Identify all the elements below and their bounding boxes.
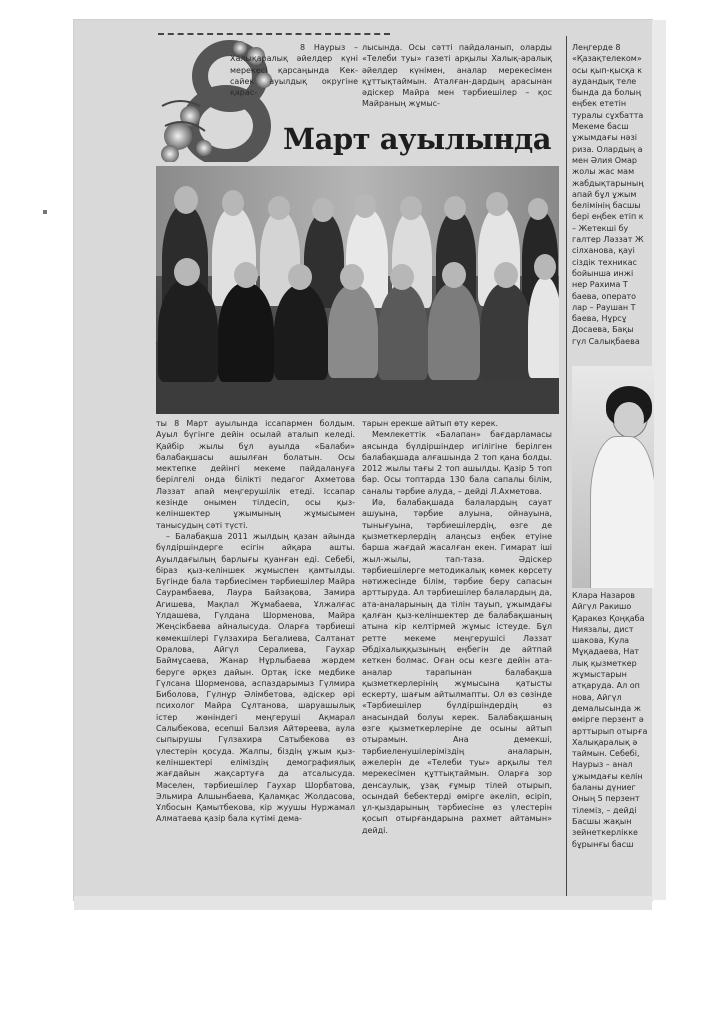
text-line: еңбек ететін	[572, 99, 627, 109]
text-line: бұрынғы басш	[572, 839, 634, 849]
text-line: лық қызметкер	[572, 658, 637, 668]
text-line: баева, операто	[572, 291, 637, 301]
header-dashed-rule	[158, 33, 390, 35]
person-figure	[480, 282, 532, 380]
person-figure	[158, 278, 218, 382]
intro-column-1	[230, 42, 358, 98]
person-head	[534, 254, 556, 280]
person-head	[444, 196, 466, 220]
text-line: «Қазақтелеком»	[572, 54, 642, 64]
article-body-middle	[362, 418, 552, 836]
text-line: баланы дүниег	[572, 783, 636, 793]
text-line: Басшы жақын	[572, 816, 632, 826]
person-head	[268, 196, 290, 220]
text-line: мен Әлия Омар	[572, 155, 638, 165]
text-line: жолы жас мам	[572, 167, 635, 177]
person-head	[400, 196, 422, 220]
text-line: жұмыстарын	[572, 670, 627, 680]
paper-edge	[652, 20, 666, 900]
text-line: Ниязалы, дист	[572, 624, 634, 634]
text-line: Досаева, Бақы	[572, 325, 634, 335]
person-head	[312, 198, 334, 222]
paper-bottom-strip	[74, 896, 652, 910]
text-line: апай бұл ұжым	[572, 189, 637, 199]
text-line: осы қып-қысқа к	[572, 65, 643, 75]
person-head	[528, 198, 548, 220]
text-line: – Жетекші бу	[572, 223, 629, 233]
text-line: шакова, Кула	[572, 636, 630, 646]
text-line: Мекеме басш	[572, 122, 629, 132]
portrait-photo	[572, 366, 654, 588]
text-line: Оның 5 перзент	[572, 794, 640, 804]
text-line: баева, Нұрсұ	[572, 314, 627, 324]
person-head	[288, 264, 312, 290]
person-head	[494, 262, 518, 288]
text-line: ұжымдағы нәзі	[572, 133, 637, 143]
person-head	[442, 262, 466, 288]
intro-paragraph: лысында. Осы сәтті пайдаланып, оларды «Телеби туы» газеті арқылы Халық-аралық әйелдер күнімен, аналар мерекесімен құттықтаймын. Аталған-дардың арасынан әдіскер Майра мен тәрбиешілер – қос Майраның жұмыс-	[362, 43, 552, 109]
text-line: таймын. Себебі,	[572, 749, 640, 759]
body-paragraph: тарын ерекше айтып өту керек.	[362, 419, 499, 428]
body-paragraph: Иә, балабақшада балалардың сауат ашуына, тәрбие алуына, ойнауына, тынығуына, тәрбиешілердің, өзге де қызметкерлердің алаңсыз еңбек етуіне барша жағдай жасалған екен. Гимарат іші жыл-жылы, тап-таза. Әдіскер тәрбиешілерге методикалық көмек көрсету нәтижесінде білім, тәрбие беру сапасын арттыруда. Ал тәрбиешілер балалардың да, ата-аналарының да тілін тауып, ұжымдағы қалған қыз-келіншектер де балабақшаның атына кір келтірмей жұмыс істеуде. Бұл ретте мекеме меңгерушісі Ләззат Әбдіхалыққызының еңбегін де айтпай кеткен болмас. Оған осы кезге дейін ата-аналар тарапынан балабақша қызметкерлерінің жұмысына қатысты ескерту, шағым айтылмапты. Ол өз сөзінде «Тәрбиешілер бүлдіршіндердің өз анасындай болуы керек. Балабақшаның өзге қызметкерлеріне де осыны айтып отырамын. Ана демекші, тәрбиеленушілеріміздің аналарын, әжелерін де «Телеби туы» арқылы тел мерекесімен құттықтаймын. Оларға зор денсаулық, ұзақ ғұмыр тілей отырып, осындай бебектерді өмірге әкеліп, өсіріп, ұл-қыздарының тәрбиесіне өз үлестерін қосып отырғандарына рахмет айтамын» дейді.	[362, 498, 552, 835]
text-line: нова, Айгүл	[572, 692, 622, 702]
text-line: Наурыз – анал	[572, 760, 633, 770]
person-head	[174, 258, 200, 286]
group-photo	[156, 166, 559, 414]
text-line: өмірге перзент ә	[572, 715, 644, 725]
person-head	[234, 262, 258, 288]
text-line: жабдықтарының	[572, 178, 644, 188]
text-line: галтер Ләззат Ж	[572, 235, 644, 245]
text-line: арттырып отырға	[572, 726, 648, 736]
person-head	[340, 264, 364, 290]
text-line: риза. Олардың а	[572, 144, 643, 154]
right-article-top	[572, 42, 652, 347]
person-head	[390, 264, 414, 290]
article-body-left	[156, 418, 355, 825]
person-figure	[378, 284, 428, 380]
person-figure	[428, 282, 480, 380]
person-head	[222, 190, 244, 216]
person-coat	[590, 436, 654, 588]
person-head	[486, 192, 508, 216]
text-line: демалысында ж	[572, 703, 641, 713]
text-line: Халықаралық ә	[572, 737, 638, 747]
intro-column-2	[362, 42, 552, 110]
scan-mark	[43, 210, 47, 214]
text-line: лар – Раушан Т	[572, 302, 636, 312]
text-line: Леңгерде 8	[572, 43, 621, 52]
person-head	[354, 194, 376, 218]
text-line: сіздік техникас	[572, 257, 637, 267]
column-rule	[566, 36, 567, 896]
person-figure	[328, 284, 378, 378]
text-line: аудандық теле	[572, 76, 637, 86]
person-figure	[274, 284, 328, 380]
text-line: бойынша инжі	[572, 268, 634, 278]
intro-paragraph: 8 Наурыз – Халықаралық әйелдер күні мерекесі қарсаңында Кек-сайек ауылдық округіне қарас-	[230, 43, 358, 98]
text-line: бында да болың	[572, 88, 641, 98]
text-line: Мұқадаева, Нат	[572, 647, 640, 657]
text-line: атқаруда. Ал оп	[572, 681, 640, 691]
text-line: нер Рахима Т	[572, 280, 628, 290]
text-line: бері еңбек етіп к	[572, 212, 644, 222]
text-line: белімінің басшы	[572, 201, 641, 211]
person-figure	[528, 276, 559, 378]
text-line: туралы сұхбатта	[572, 110, 644, 120]
text-line: Айгүл Ракишо	[572, 602, 632, 612]
body-paragraph: Мемлекеттік «Балапан» бағдарламасы аясында бүлдіршіндер игілігіне берілген балабақшада алғашында 2 топ қана болды. 2012 жылы тағы 2 топ ашылды. Қазір 5 топ бар. Осы топтарда 130 бала сапалы білім, саналы тәрбие алуда, – дейді Л.Ахметова.	[362, 430, 552, 496]
person-figure	[218, 282, 274, 382]
right-article-bottom	[572, 590, 652, 850]
text-line: гүл Салықбаева	[572, 336, 640, 346]
article-title: Март ауылында	[283, 122, 552, 156]
text-line: Клара Назаров	[572, 591, 635, 600]
text-line: тілеміз, – дейді	[572, 805, 637, 815]
person-face	[614, 402, 644, 436]
body-paragraph: ты 8 Март ауылында іссапармен болдым. Ауыл бүгінге дейін осылай аталып келеді. Қайбір жылы бұл ауылда «Балаби» балабақшасы ашылған болатын. Осы мектепке дейінгі мекеме пайдалануға берілгелі онда білікті педагог Ахметова Ләззат апай меңгерушілік етеді. Іссапар кезінде онымен тілдесіп, осы қыз-келіншектер ұжымының жұмысымен танысудың сәті түсті.	[156, 419, 355, 530]
text-line: зейнеткерлікке	[572, 828, 638, 838]
text-line: Қаракөз Қоңқаба	[572, 613, 645, 623]
text-line: сілханова, қауі	[572, 246, 635, 256]
person-head	[174, 186, 198, 214]
text-line: ұжымдағы келін	[572, 771, 643, 781]
body-paragraph: – Балабақша 2011 жылдың қазан айында бүлдіршіндерге есігін айқара ашты. Ауылдағылың барлығы қуанған еді. Себебі, біраз қыз-келіншек жұмыспен қамтылды. Бүгінде бала тәрбиесімен тәрбиешілер Майра Саурамбаева, Лаура Байзақова, Замира Агишева, Мақпал Жұмабаева, Ұлжалғас Үлдашева, Гүлдана Шорменова, Майра Жеңсікбаева айналысуда. Оларға тәрбиеші көмекшілері Гүлзахира Бегалиева, Салтанат Оралова, Айгүл Сералиева, Гаухар Баймұсаева, Жанар Нұрлыбаева жәрдем беруге әрқез дайын. Ортақ іске медбике Гүлсана Шорменова, аспаздарымыз Гүлмира Биболова, Гүлнұр Әлімбетова, әдіскер әрі психолог Майра Сұлтанова, шаруашылық істер жөніндегі меңгеруші Ақмарал Салыбекова, есепші Балзия Айтөреева, аула сыпырушы Гүлзахира Сатыбекова өз үлестерін қосуда. Жалпы, біздің ұжым қыз-келіншектері еліміздің демографиялық жағдайын жақсартуға да атсалысуда. Мәселен, тәрбиешілер Гаухар Шорбатова, Эльмира Алшынбаева, Қаламқас Жолдасова, Ұлбосын Қамытбекова, кір жуушы Нуржамал Алматаева қазір бала күтімі демa-	[156, 531, 355, 824]
